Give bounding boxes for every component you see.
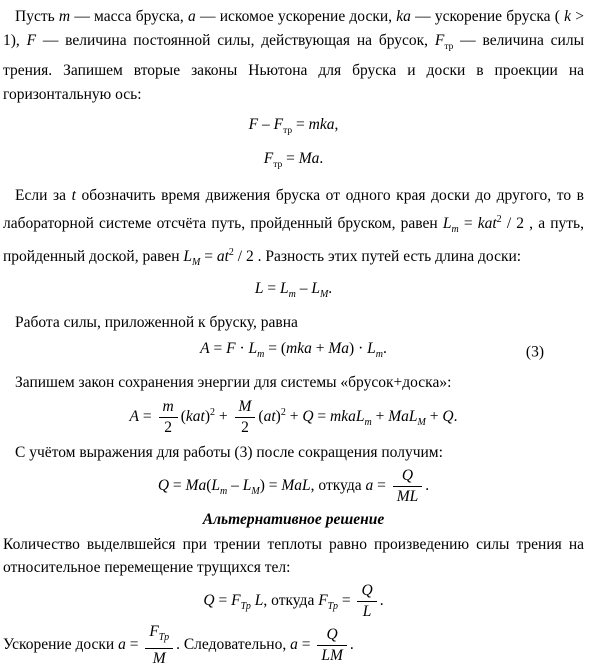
- equation-work: [3, 336, 584, 367]
- equation-energy-conservation: A = $\frac{m}{2}$ (kat)$^2$ + $\frac{M}{2}$ (at)$^2$ + Q = mkaL$_m$ + MaL$_M$ + Q.: [129, 397, 458, 436]
- paragraph-definitions: Пусть m — масса бруска, a — искомое ускорение доски, ka — ускорение бруска ( k > 1), F — величина постоянной силы, действующая на брусок, $F_{тр}$ — величина силы трения. Запишем вторые законы Ньютона для бруска и доски в проекции на горизонтальную ось:: [3, 8, 584, 103]
- equation-work-body: $A = F \cdot L_m = (mka + Ma) \cdot L_m$.: [200, 340, 387, 360]
- paragraph-work-intro: Работа силы, приложенной к бруску, равна: [15, 313, 298, 331]
- alternative-solution-heading: Альтернативное решение: [202, 511, 385, 528]
- document-page: [3, 5, 584, 668]
- equation-newton-block-line1: F – $F_{тр}$ = mka,: [248, 116, 339, 136]
- equation-newton-block-line2: $F_{тр} = Ma$.: [263, 150, 324, 170]
- paragraph-energy-intro: Запишем закон сохранения энергии для системы «брусок+доска»:: [15, 374, 452, 391]
- paragraph-paths: Если за t обозначить время движения бруска от одного края доски до другого, то в лабораторной системе отсчёта путь, пройденный бруском, равен $L_m = kat^2 / 2$ , а путь, пройденный доской, равен $L_M = at^2 / 2$ . Разность этих путей есть длина доски:: [3, 187, 584, 268]
- paragraph-final-result: Ускорение доски a = $\frac{F_{Тр}}{M}$ . Следовательно, a = $\frac{Q}{LM}$ .: [3, 622, 354, 667]
- equation-number: (3): [525, 343, 544, 360]
- equation-board-length: $L = L_m - L_M$.: [254, 279, 333, 300]
- equation-friction-force: $Q = F_{Тр}$ L, откуда $F_{Тр}$ = $\frac{Q}{L}$ .: [203, 581, 384, 620]
- equation-heat-result: $Q = Ma(L_m - L_M)$ = MaL, откуда a = $\frac{Q}{ML}$ .: [157, 467, 430, 505]
- paragraph-simplify-intro: С учётом выражения для работы (3) после сокращения получим:: [15, 443, 443, 461]
- paragraph-heat-friction: Количество выделвшейся при трении теплоты равно произведению силы трения на относительное перемещение трущихся тел:: [3, 535, 584, 576]
